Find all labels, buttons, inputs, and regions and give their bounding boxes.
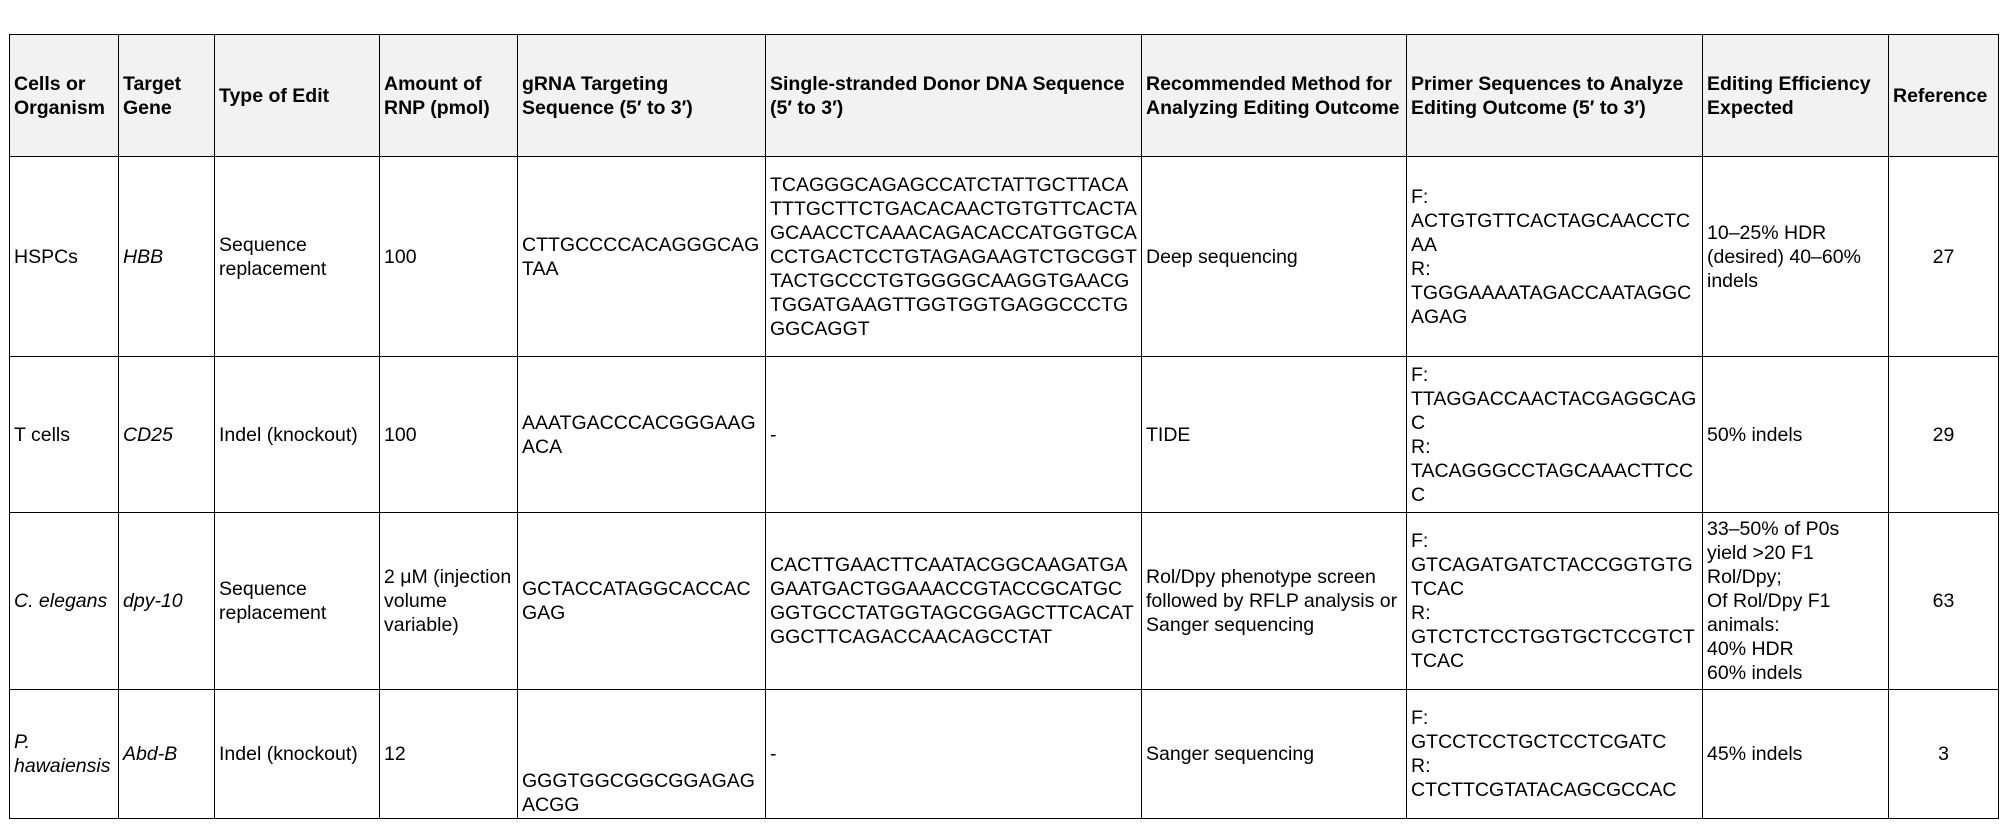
primer-reverse: CTCTTCGTATACAGCGCCAC (1411, 779, 1677, 801)
header-rnp: Amount of RNP (pmol) (380, 35, 518, 157)
cell-reference: 63 (1889, 513, 1999, 690)
cell-edit-type: Indel (knockout) (215, 690, 380, 819)
cell-method: TIDE (1142, 357, 1407, 513)
cell-gene: Abd-B (119, 690, 215, 819)
cell-rnp: 12 (380, 690, 518, 819)
cell-reference: 3 (1889, 690, 1999, 819)
primer-reverse: TACAGGGCCTAGCAAACTTCCC (1411, 459, 1694, 506)
cell-gene: CD25 (119, 357, 215, 513)
primer-reverse: TGGGAAAATAGACCAATAGGCAGAG (1411, 281, 1692, 328)
cell-reference: 27 (1889, 157, 1999, 357)
editing-protocols-table (9, 34, 1999, 819)
header-efficiency: Editing Efficiency Expected (1703, 35, 1889, 157)
cell-grna: AAATGACCCACGGGAAGACA (518, 357, 766, 513)
primer-forward: ACTGTGTTCACTAGCAACCTCAA (1411, 209, 1691, 256)
cell-organism: HSPCs (10, 157, 119, 357)
primer-reverse-label: R: (1411, 755, 1431, 777)
header-edit-type: Type of Edit (215, 35, 380, 157)
table-row (10, 357, 1999, 513)
cell-method: Rol/Dpy phenotype screen followed by RFLP analysis or Sanger sequencing (1142, 513, 1407, 690)
header-reference: Reference (1889, 35, 1999, 157)
header-primers: Primer Sequences to Analyze Editing Outcome (5′ to 3′) (1407, 35, 1703, 157)
cell-organism: T cells (10, 357, 119, 513)
cell-organism: P. hawaiensis (10, 690, 119, 819)
cell-primers (1407, 513, 1703, 690)
cell-primers (1407, 157, 1703, 357)
table-row (10, 157, 1999, 357)
cell-donor: - (766, 357, 1142, 513)
header-row (10, 35, 1999, 157)
header-gene: Target Gene (119, 35, 215, 157)
cell-donor: TCAGGGCAGAGCCATCTATTGCTTACATTTGCTTCTGACACAACTGTGTTCACTAGCAACCTCAAACAGACACCATGGTGCACCTGACTCCTGTAGAGAAGTCTGCGGTTACTGCCCTGTGGGGCAAGGTGAACGTGGATGAAGTTGGTGGTGAGGCCCTGGGCAGGT (766, 157, 1142, 357)
cell-donor: CACTTGAACTTCAATACGGCAAGATGAGAATGACTGGAAACCGTACCGCATGCGGTGCCTATGGTAGCGGAGCTTCACATGGCTTCAGACCAACAGCCTAT (766, 513, 1142, 690)
cell-organism: C. elegans (10, 513, 119, 690)
cell-donor: - (766, 690, 1142, 819)
primer-forward-label: F: (1411, 530, 1429, 552)
header-grna: gRNA Targeting Sequence (5′ to 3′) (518, 35, 766, 157)
primer-forward: GTCAGATGATCTACCGGTGTGTCAC (1411, 554, 1693, 600)
primer-forward-label: F: (1411, 363, 1429, 386)
cell-grna: GGGTGGCGGCGGAGAGACGG (518, 690, 766, 819)
cell-rnp: 2 μM (injection volume variable) (380, 513, 518, 690)
cell-efficiency: 33–50% of P0s yield >20 F1 Rol/Dpy; Of Rol/Dpy F1 animals: 40% HDR 60% indels (1703, 513, 1889, 690)
primer-forward: GTCCTCCTGCTCCTCGATC (1411, 731, 1667, 753)
primer-reverse: GTCTCTCCTGGTGCTCCGTCTTCAC (1411, 626, 1695, 672)
primer-forward-label: F: (1411, 185, 1429, 208)
cell-method: Sanger sequencing (1142, 690, 1407, 819)
cell-grna: GCTACCATAGGCACCACGAG (518, 513, 766, 690)
cell-edit-type: Sequence replacement (215, 157, 380, 357)
primer-reverse-label: R: (1411, 602, 1431, 624)
cell-gene: HBB (119, 157, 215, 357)
cell-gene: dpy-10 (119, 513, 215, 690)
cell-reference: 29 (1889, 357, 1999, 513)
cell-primers (1407, 690, 1703, 819)
primer-reverse-label: R: (1411, 435, 1431, 458)
table-row (10, 690, 1999, 819)
cell-method: Deep sequencing (1142, 157, 1407, 357)
cell-primers (1407, 357, 1703, 513)
cell-edit-type: Sequence replacement (215, 513, 380, 690)
primer-forward: TTAGGACCAACTACGAGGCAGC (1411, 387, 1697, 434)
cell-rnp: 100 (380, 157, 518, 357)
cell-grna: CTTGCCCCACAGGGCAGTAA (518, 157, 766, 357)
cell-efficiency: 45% indels (1703, 690, 1889, 819)
header-donor: Single-stranded Donor DNA Sequence (5′ to 3′) (766, 35, 1142, 157)
cell-efficiency: 10–25% HDR (desired) 40–60% indels (1703, 157, 1889, 357)
primer-reverse-label: R: (1411, 257, 1431, 280)
cell-edit-type: Indel (knockout) (215, 357, 380, 513)
primer-forward-label: F: (1411, 707, 1429, 729)
header-organism: Cells or Organism (10, 35, 119, 157)
cell-rnp: 100 (380, 357, 518, 513)
table-row (10, 513, 1999, 690)
cell-efficiency: 50% indels (1703, 357, 1889, 513)
header-method: Recommended Method for Analyzing Editing Outcome (1142, 35, 1407, 157)
